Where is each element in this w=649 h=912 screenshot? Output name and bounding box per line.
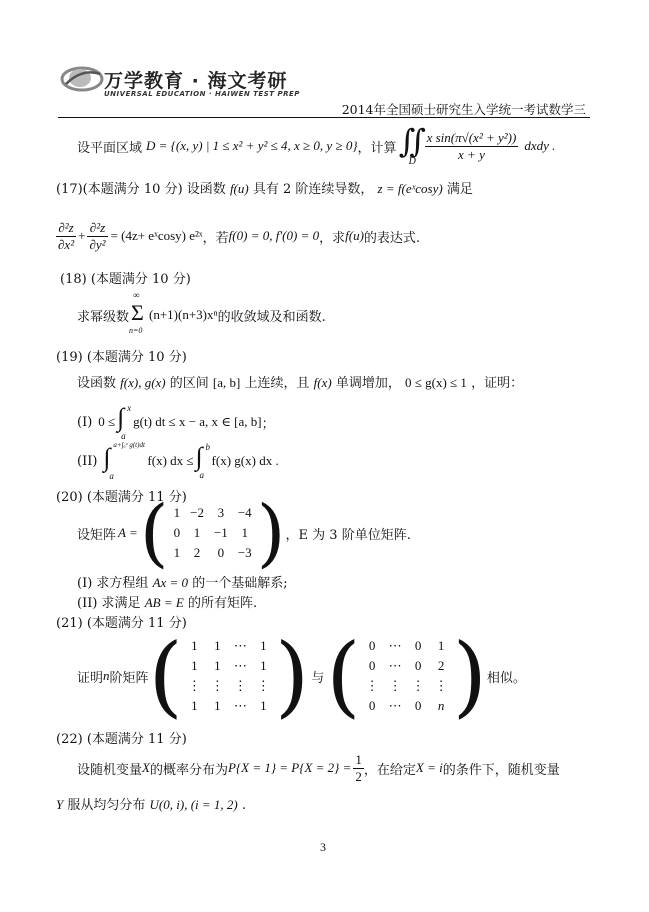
q20-part1-text: (I) 求方程组 <box>77 576 149 591</box>
q17-pde-rhs: = (4z+ eˣcosy) e²ˣ <box>110 228 203 243</box>
q22-Y: Y <box>56 797 64 812</box>
q19-part1-label: (I) <box>77 414 93 430</box>
q17-conditions: f(0) = 0, f′(0) = 0 <box>228 228 320 243</box>
q20-label: (20) (本题满分 11 分) <box>56 490 187 505</box>
matrix-cell: ⋯ <box>233 638 247 653</box>
q16-text-2: ，计算 <box>357 140 397 156</box>
q19-fg: f(x), g(x) <box>120 375 166 390</box>
q17-text-3: 满足 <box>446 182 473 197</box>
logo-mark-icon <box>60 64 104 92</box>
q19-part1 <box>77 402 275 442</box>
q17-d2z-dx2: $\frac{\text{∂²z}}{\text{∂x²}}$ <box>58 219 75 252</box>
matrix-cell: 1 <box>191 698 198 713</box>
q19-interval: [a, b] <box>212 375 241 390</box>
matrix-cell: 1 <box>173 505 181 520</box>
matrix-cell: ⋯ <box>388 658 402 673</box>
matrix-cell: ⋮ <box>411 678 425 693</box>
matrix-cell: 1 <box>173 545 181 560</box>
q19-stem <box>77 372 523 391</box>
q20-text-1: 设矩阵 <box>77 527 117 543</box>
matrix-cell: ⋮ <box>256 678 270 693</box>
q16-tail: dxdy . <box>524 138 556 153</box>
q21-text-4: 相似。 <box>486 670 526 686</box>
q16-fraction <box>425 130 519 162</box>
matrix-cell: 0 <box>368 698 376 713</box>
matrix-cell: 0 <box>414 658 422 673</box>
q19-text-2: 的区间 <box>169 376 209 391</box>
matrix-cell: n <box>437 698 445 713</box>
integral-sign-3: ∫ b a <box>195 442 211 480</box>
q19-text-4: 单调增加， <box>335 376 401 391</box>
q19-text-1: 设函数 <box>77 376 117 391</box>
q18-label: (18) (本题满分 10 分) <box>60 272 191 287</box>
matrix-cell: 1 <box>191 638 198 653</box>
matrix-cell: 1 <box>437 638 445 653</box>
matrix-cell: 1 <box>214 698 221 713</box>
q16-line <box>77 124 555 168</box>
q17-d2z-dy2: $\frac{\text{∂²z}}{\text{∂y²}}$ <box>89 219 106 252</box>
matrix-cell: 1 <box>214 638 221 653</box>
matrix-cell: ⋯ <box>388 698 402 713</box>
q20-text-2: ，E 为 3 阶单位矩阵. <box>285 527 411 543</box>
q19-part2 <box>77 440 279 482</box>
q21-m1-left-paren: ( <box>148 624 183 727</box>
q18-term: (n+1)(n+3)xⁿ <box>149 307 218 322</box>
q21-m1-right-paren: ) <box>274 624 310 727</box>
q20-part2-end: 的所有矩阵. <box>187 596 258 611</box>
matrix-cell: 1 <box>193 525 201 540</box>
q19-part2-label: (II) <box>77 453 98 469</box>
q19-label: (19) (本题满分 10 分) <box>56 350 187 365</box>
q20-part1 <box>77 572 288 591</box>
q21-text-3: 与 <box>311 670 325 686</box>
q22-line-1 <box>77 748 560 788</box>
q19-text-3: 上连续，且 <box>244 376 310 391</box>
q22-distribution: U(0, i), (i = 1, 2) <box>149 797 238 812</box>
q22-X: X <box>142 760 150 775</box>
matrix-cell: 0 <box>368 658 376 673</box>
q20-part2 <box>77 592 257 611</box>
q22-text-5: 服从均匀分布 <box>67 798 146 813</box>
q17-text-4: ，若 <box>202 230 229 246</box>
q17-fu: f(u) <box>229 181 249 196</box>
q20-part2-eq: AB = E <box>144 595 184 610</box>
header-divider <box>58 117 590 118</box>
q19-part1-lhs: 0 ≤ <box>98 414 116 429</box>
double-integral-sign: ∬ D <box>398 123 426 167</box>
q17-fu-2: f(u) <box>345 228 364 243</box>
q19-fx: f(x) <box>313 375 332 390</box>
q20-part1-end: 的一个基础解系; <box>192 576 288 591</box>
q16-region: D = {(x, y) | 1 ≤ x² + y² ≤ 4, x ≥ 0, y ≥ 0} <box>146 138 358 153</box>
q21-label: (21) (本题满分 11 分) <box>56 616 187 631</box>
matrix-cell: 0 <box>173 525 181 540</box>
q21-text-1: 证明 <box>77 670 104 686</box>
matrix-cell: 0 <box>414 638 422 653</box>
matrix-cell: ⋮ <box>388 678 402 693</box>
q22-text-6: . <box>241 798 247 813</box>
matrix-cell: ⋯ <box>388 638 402 653</box>
q22-line-2 <box>56 794 246 813</box>
q21-text-2: 阶矩阵 <box>109 670 149 686</box>
summation-sign: ∞ Σ n=0 <box>129 290 144 335</box>
logo-subtitle: UNIVERSAL EDUCATION · HAIWEN TEST PREP <box>104 90 300 98</box>
q19-part2-body-1: f(x) dx ≤ <box>147 453 194 468</box>
q17-text-5: ，求 <box>319 230 346 246</box>
q22-one-half: $\frac{1}{2}$ <box>355 751 362 784</box>
matrix-cell: 0 <box>368 638 376 653</box>
q21-matrix-2 <box>361 636 453 716</box>
q22-text-1: 设随机变量 <box>77 762 143 778</box>
q17-pde-line: $\frac{\text{∂²z}}{\text{∂x²}}$ + $\frac{\text{∂²z}}{\text{∂y²}}$ = (4z+ eˣcosy) e²ˣ ，若 f(0) = 0, f′(0) = 0 ，求 f(u) 的表达式. <box>58 219 421 252</box>
q22-text-3: ，在给定 <box>363 762 416 778</box>
matrix-cell: 1 <box>260 638 267 653</box>
matrix-cell: −1 <box>213 525 228 540</box>
q22-condition: X = i <box>415 760 443 775</box>
matrix-cell: ⋮ <box>187 678 201 693</box>
matrix-cell: −2 <box>190 505 204 520</box>
matrix-cell: −4 <box>237 505 252 520</box>
matrix-cell: ⋮ <box>210 678 224 693</box>
q18-text-1: 求幂级数 <box>77 309 130 325</box>
q16-text-1: 设平面区域 <box>77 140 143 156</box>
q17-text-2: 具有 2 阶连续导数， <box>252 182 374 197</box>
matrix-cell: 1 <box>260 658 267 673</box>
matrix-cell: −3 <box>237 545 252 560</box>
q16-denominator: x + y <box>458 146 485 162</box>
q19-part1-end: ； <box>261 416 275 432</box>
matrix-cell: 1 <box>191 658 198 673</box>
matrix-cell: 1 <box>241 525 248 540</box>
q22-label: (22) (本题满分 11 分) <box>56 732 187 747</box>
integral-sign: ∫ x a <box>117 403 132 441</box>
q21-matrix-1 <box>183 636 275 716</box>
q21-n: n <box>103 668 110 683</box>
matrix-cell: 2 <box>437 658 445 673</box>
q21-line <box>77 624 526 727</box>
q20-part1-eq: Ax = 0 <box>152 575 189 590</box>
matrix-cell: 0 <box>217 545 225 560</box>
q17-z: z = f(eˣcosy) <box>377 181 443 196</box>
matrix-cell: 1 <box>214 658 221 673</box>
matrix-cell: ⋮ <box>434 678 448 693</box>
q17-header-line <box>56 178 473 197</box>
q20-A: A = <box>118 525 138 540</box>
document-title: 2014年全国硕士研究生入学统一考试数学三 <box>341 102 586 117</box>
q20-left-paren: ( <box>139 490 169 576</box>
matrix-cell: 1 <box>260 698 267 713</box>
q18-line <box>77 292 326 338</box>
q22-probability: P{X = 1} = P{X = 2} = <box>227 760 352 775</box>
q17-text-1: 设函数 <box>186 182 226 197</box>
matrix-cell: ⋯ <box>233 698 247 713</box>
q21-m2-right-paren: ) <box>452 624 487 727</box>
q17-text-6: 的表达式. <box>363 230 421 246</box>
matrix-cell: ⋯ <box>233 658 247 673</box>
q19-part1-body: g(t) dt ≤ x − a, x ∈ [a, b] <box>133 414 262 429</box>
q20-matrix <box>169 503 257 563</box>
matrix-cell: 3 <box>217 505 225 520</box>
q21-m2-left-paren: ( <box>326 624 361 727</box>
q20-part2-text: (II) 求满足 <box>77 596 141 611</box>
q18-text-2: 的收敛域及和函数. <box>217 309 326 325</box>
matrix-cell: 0 <box>414 698 422 713</box>
q19-text-5: ，证明： <box>471 376 524 391</box>
q19-part2-body-2: f(x) g(x) dx . <box>211 453 279 468</box>
logo-title: 万学教育 · 海文考研 <box>104 70 288 92</box>
q22-text-2: 的概率分布为 <box>149 762 228 778</box>
integral-sign-2: ∫ a+∫ₐˣ g(t)dt a <box>103 441 145 481</box>
q22-text-4: 的条件下，随机变量 <box>442 762 560 778</box>
q16-numerator: x sin(π√(x² + y²)) <box>426 129 517 145</box>
q19-inequality: 0 ≤ g(x) ≤ 1 <box>405 375 467 390</box>
page-number: 3 <box>320 840 326 854</box>
matrix-cell: 2 <box>193 545 201 560</box>
q17-label: (17)(本题满分 10 分) <box>56 182 183 197</box>
matrix-cell: ⋮ <box>233 678 247 693</box>
matrix-cell: ⋮ <box>365 678 379 693</box>
q20-right-paren: ) <box>256 490 286 576</box>
